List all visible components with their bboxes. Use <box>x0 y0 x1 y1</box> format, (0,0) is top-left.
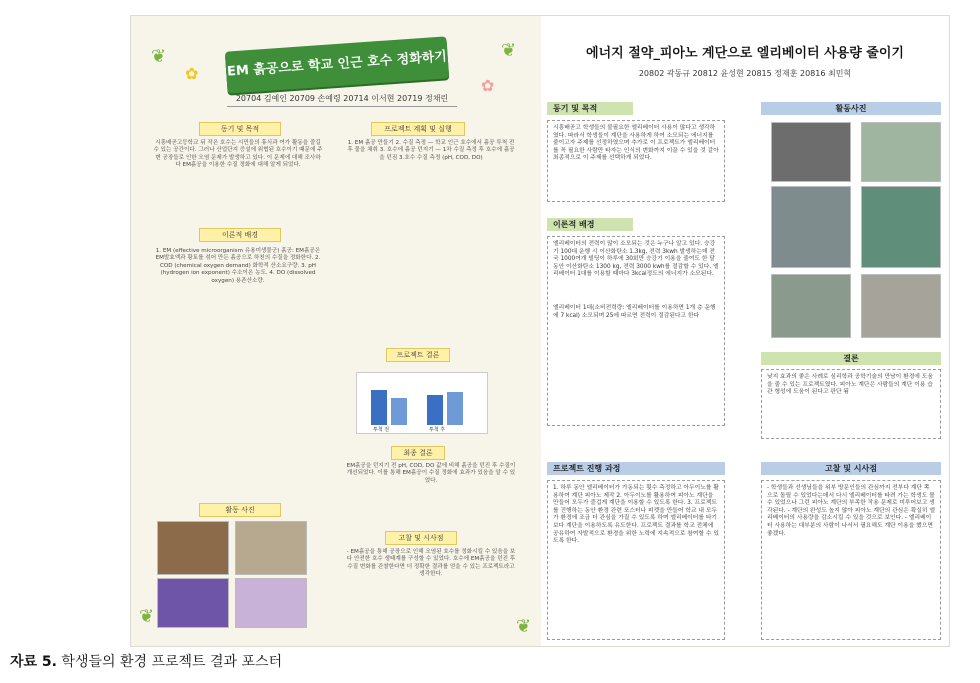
left-poster <box>131 16 541 646</box>
activity-photo <box>157 521 229 575</box>
activity-photo <box>157 578 229 628</box>
section-heading-theory: 이론적 배경 <box>199 228 281 242</box>
final-text: EM흙공을 던지기 전 pH, COD, DO 값에 비해 흙공을 던진 후 수질이 개선되었다. 이를 통해 EM흙공이 수질 정화에 효과가 있음을 알 수 있었다. <box>346 463 516 484</box>
left-poster-authors: 20704 김예인 20709 손예령 20714 이서현 20719 정채린 <box>227 93 457 107</box>
right-poster-title: 에너지 절약_피아노 계단으로 엘리베이터 사용량 줄이기 <box>586 46 904 61</box>
chart-bar <box>427 395 443 425</box>
flower-icon: ✿ <box>481 76 495 95</box>
section-heading-process: 프로젝트 진행 과정 <box>547 462 725 475</box>
process-text: 1. 하루 동안 엘리베이터가 가동되는 횟수 측정하고 아두이노를 활용하여 계단 피아노 제작 2. 아두이노를 활용하여 피아노 계단을 만들어 모두가 즐겁게 계단을 이용할 수 있도록 한다. 3. 프로젝트를 진행하는 동안 환경 관련 포스터나 피켓을 만들어 학교 내 모두가 환경에 조금 더 관심을 가질 수 있도록 하며 엘리베이터를 타기보다 계단을 이용하도록 유도한다. 프로젝트 결과를 학교 전체에 공유하여 자발적으로 환경을 위한 노력에 지속적으로 참여할 수 있도록 한다. <box>547 480 725 640</box>
activity-photo <box>861 274 941 338</box>
section-heading-photos: 활동사진 <box>761 102 941 115</box>
section-heading-plan: 프로젝트 계획 및 실행 <box>371 122 465 136</box>
activity-photo <box>235 578 307 628</box>
review-text: - EM흙공을 통해 공장으로 인해 오염된 호수를 정화시킬 수 있음을 보다 안전한 호수 생태계를 구성할 수 있었다. 호수에 EM흙공을 던진 후 수질 변화를 관찰한다면 더 정확한 결과를 얻을 수 있는 프로젝트라고 생각한다. <box>346 549 516 578</box>
leaf-icon: ❦ <box>501 40 517 61</box>
leaf-icon: ❦ <box>139 606 155 627</box>
activity-photo <box>861 122 941 182</box>
leaf-icon: ❦ <box>151 46 167 67</box>
motive-text: 시흥배곧고 학생들의 불필요한 엘리베이터 사용이 많다고 생각하였다. 따라서 학생들이 계단을 사용하게 하여 소모되는 에너지를 줄이고자 주제를 선정하였으며 추가로 이 프로젝트가 엘리베이터를 꼭 필요한 사람만 타자는 인식의 변화까지 이끌 수 있을 것 같아 최종적으로 이 주제를 선택하게 되었다. <box>547 120 725 202</box>
activity-photo <box>771 274 851 338</box>
activity-photo <box>771 186 851 268</box>
theory-box <box>547 236 725 426</box>
chart-bar <box>371 390 387 425</box>
right-poster-authors: 20802 곽동규 20812 윤성현 20815 정재훈 20816 최민혁 <box>638 69 852 78</box>
review-text: - 학생들과 선생님들을 위부 방문인들의 관심까지 전부다 계단 쪽으로 돌릴 수 있었다는데서 다시 엘리베이터를 타려 가는 학생도 볼 수 있었으나 그런 피아노 계단의 부족한 작용 문제로 미루어보고 생각된다. - 계단의 완성도 높지 않아 피아노 계단의 관심은 확실히 엘리베이터의 사용량을 감소시킬 수 있을 것으로 보인다. - 엘리베이터 사용하는 대부분의 사람이 나서서 필요해도 계단 이용을 했으면 좋겠다. <box>761 480 941 640</box>
motive-text: 시흥배곧고등학교 뒤 작은 호수는 시민들의 휴식과 여가 활동을 즐길 수 있는 공간이다. 그러나 산업단지 증설에 위협된 호수이기 때문에 주변 공장들로 인한 오염 문제가 발생하고 있다. 이 문제에 대해 조사하다 EM흙공을 이용한 수질 정화에 대해 알게 되었다. <box>153 140 323 169</box>
right-poster <box>541 16 949 646</box>
figure-caption <box>10 651 282 671</box>
result-text: 낮지 효과의 좋은 사례로 심리학과 공학기술의 만남이 환경에 도움을 줄 수 있는 프로젝트였다. 피아노 계단은 사람들의 계단 이용 습관 형성에 도움이 된다고 판단 됨 <box>761 369 941 439</box>
caption-text: 학생들의 환경 프로젝트 결과 포스터 <box>56 654 283 670</box>
section-heading-motive: 동기 및 목적 <box>547 102 633 115</box>
activity-photo <box>235 521 307 575</box>
plan-text: 1. EM 흙공 만들기 2. 수질 측정 — 학교 인근 호수에서 흙공 투척 전후 물을 채취 3. 호수에 흙공 던지기 — 1차 수질 측정 후 호수에 흙공을 던짐 3.호수 수질 측정 (pH, COD, DO) <box>347 140 515 161</box>
chart-bar <box>447 392 463 425</box>
result-chart <box>356 372 488 434</box>
section-heading-result: 결론 <box>761 352 941 365</box>
section-heading-review: 고찰 및 시사점 <box>385 531 457 545</box>
section-heading-final: 최종 결론 <box>391 446 445 460</box>
section-heading-photos: 활동 사진 <box>199 503 281 517</box>
section-heading-result: 프로젝트 결론 <box>386 348 450 362</box>
caption-label: 자료 5. <box>10 654 57 670</box>
chart-category-label: 투척 전 <box>373 427 390 433</box>
activity-photo <box>771 122 851 182</box>
theory-text-2: 엘리베이터 1대(소비전력량: 엘리베이터를 이용하면 1개 층 운행에 7 kcal) 소모되며 25에 따르면 전력이 절감된다고 한다 <box>553 304 716 319</box>
poster-frame <box>130 15 950 647</box>
flower-icon: ✿ <box>185 64 199 83</box>
chart-bar <box>391 398 407 425</box>
section-heading-theory: 이론적 배경 <box>547 218 633 231</box>
theory-text: 엘리베이터의 전력이 많이 소모되는 것은 누구나 알고 있다. 승강기 100대 운행 시 이산화탄소 1.3kg, 전력 3kwh 발생하는데 전국 1000여개 빌딩이 하루에 30회만 승강기 이용을 줄여도 한 달 동안 이산화탄소 1300 kg, 전력 3000 kwh를 절감할 수 있다. 엘리베이터 1대를 이용할 때마다 3kcal정도의 에너지가 소모된다. <box>553 241 719 278</box>
left-poster-title: EM 흙공으로 학교 인근 호수 정화하기 <box>225 36 449 93</box>
section-heading-motive: 동기 및 목적 <box>199 122 281 136</box>
activity-photo <box>861 186 941 268</box>
leaf-icon: ❦ <box>516 616 532 637</box>
theory-text: 1. EM (effective microorganism 유용미생물군) 흙공: EM흙공은 EM발효액과 황토를 섞어 만든 흙공으로 하천의 수질을 정화한다. 2. COD (chemical oxygen demand) 화학적 산소요구량. 3. pH (hydrogen ion exponent) 수소이온 농도. 4. DO (dissolved oxygen) 용존산소량. <box>155 248 321 284</box>
chart-category-label: 투척 후 <box>429 427 446 433</box>
section-heading-review: 고찰 및 시사점 <box>761 462 941 475</box>
